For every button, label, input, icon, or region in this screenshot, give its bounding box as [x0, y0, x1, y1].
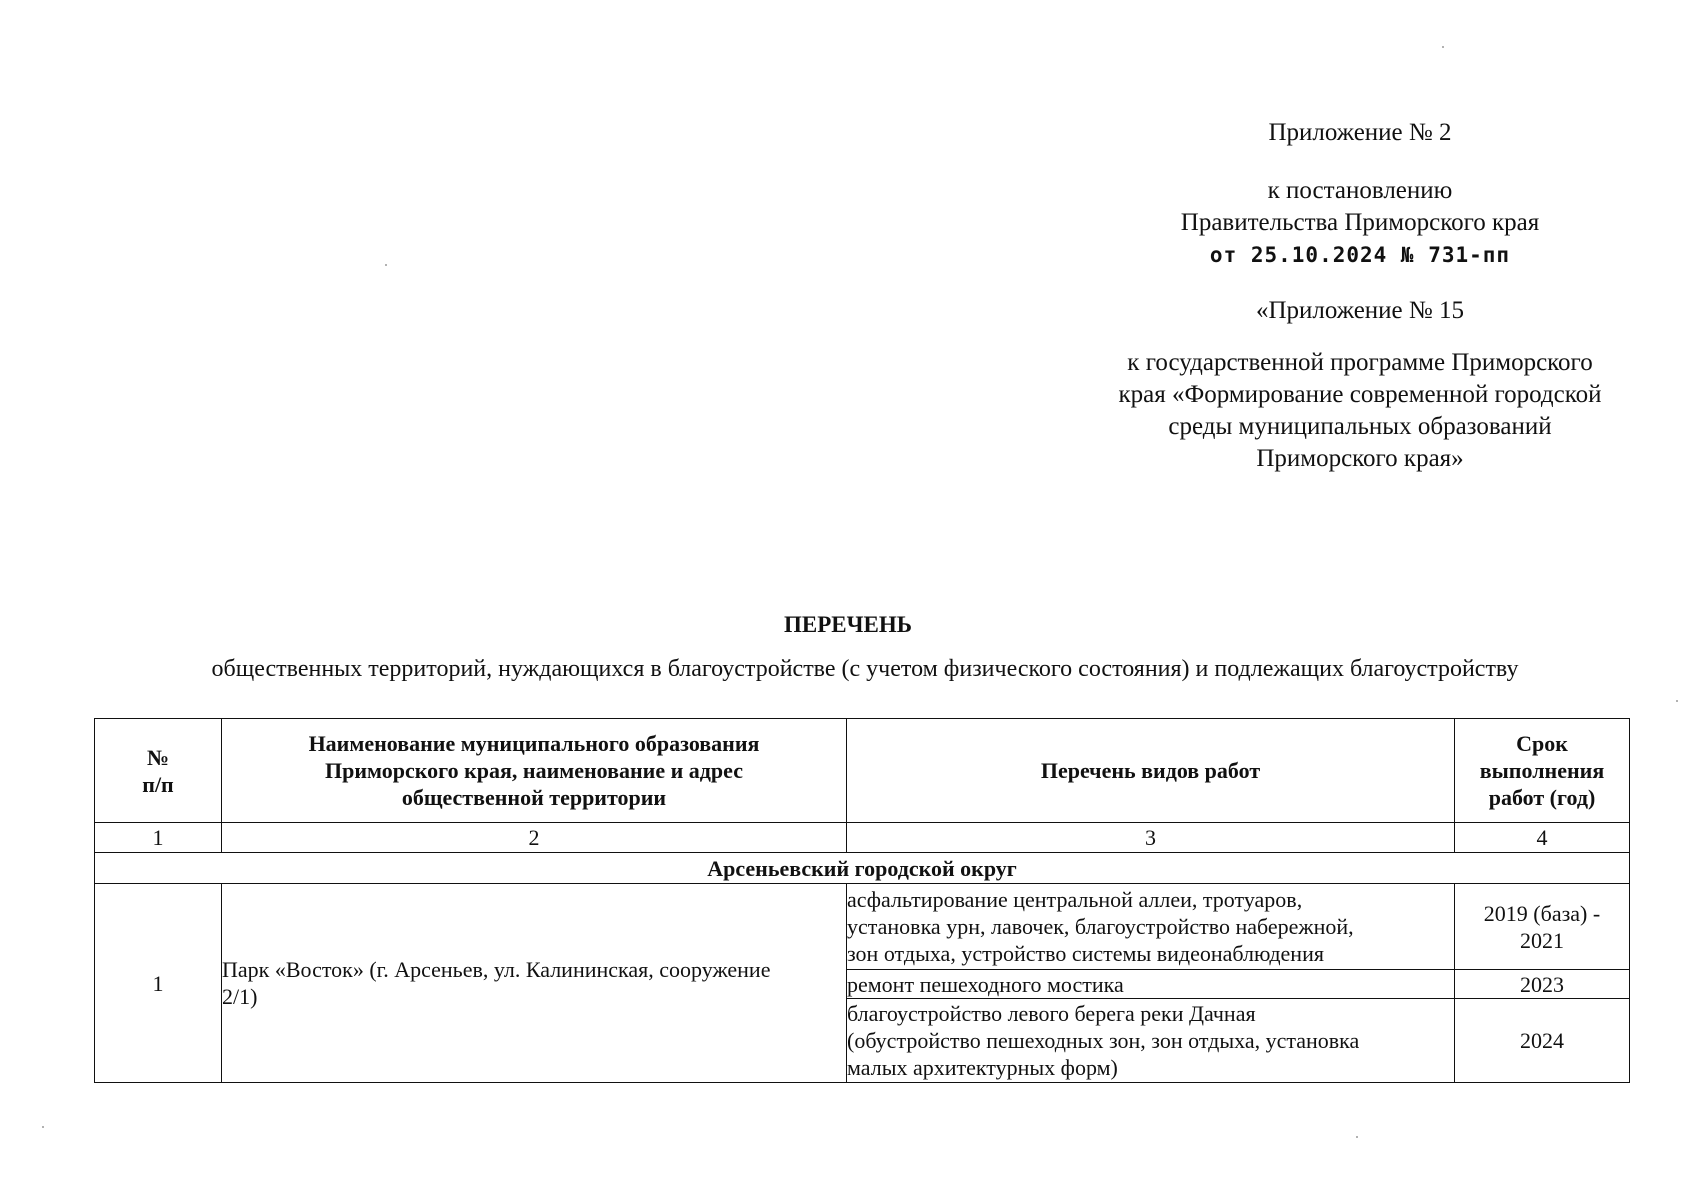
work-item [847, 884, 1455, 970]
document-subtitle: общественных территорий, нуждающихся в благоустройстве (с учетом физического состояния) и подлежащих благоустройству [211, 656, 1519, 682]
scan-speck [385, 264, 387, 266]
header-works: Перечень видов работ [847, 719, 1455, 823]
work-item-line: асфальтирование центральной аллеи, тротуаров, [847, 887, 1303, 912]
attachment-number: Приложение № 2 [1268, 119, 1452, 146]
column-number: 2 [222, 823, 847, 853]
column-number: 1 [95, 823, 222, 853]
work-term-line: 2021 [1520, 927, 1564, 953]
work-item [847, 999, 1455, 1083]
attachment-header [1040, 117, 1680, 475]
table-header-row [95, 719, 1630, 823]
scan-speck [42, 1126, 44, 1128]
program-attachment-number: «Приложение № 15 [1255, 297, 1465, 324]
header-territory [222, 719, 847, 823]
group-row [95, 853, 1630, 884]
header-territory-line: общественной территории [401, 785, 667, 810]
work-item [847, 970, 1455, 999]
column-number: 4 [1455, 823, 1630, 853]
column-number-row [95, 823, 1630, 853]
work-term-line: 2019 (база) - [1483, 900, 1601, 926]
header-number-line: № [146, 744, 170, 770]
work-item-line: благоустройство левого берега реки Дачная [847, 1001, 1256, 1026]
row-number: 1 [95, 884, 222, 1083]
header-number-line: п/п [142, 771, 174, 797]
work-item-line: установка урн, лавочек, благоустройство набережной, [847, 914, 1354, 939]
header-territory-line: Приморского края, наименование и адрес [325, 758, 743, 783]
program-name-line-1: к государственной программе Приморского [1127, 349, 1593, 376]
header-term-line: выполнения [1479, 758, 1605, 783]
header-territory-line: Наименование муниципального образования [308, 731, 760, 756]
work-term: 2023 [1455, 970, 1630, 999]
program-name-line-2: края «Формирование современной городской [1118, 381, 1602, 408]
group-title: Арсеньевский городской округ [95, 853, 1630, 884]
column-number: 3 [847, 823, 1455, 853]
work-item-line: ремонт пешеходного мостика [847, 971, 1124, 997]
header-term-line: Срок [1516, 731, 1568, 756]
scan-speck [1356, 1136, 1358, 1138]
territories-table [94, 718, 1630, 1083]
header-number [95, 719, 222, 823]
scan-speck [1676, 700, 1678, 702]
territory-name [222, 884, 847, 1083]
work-item-line: зон отдыха, устройство системы видеонаблюдения [847, 941, 1324, 966]
work-item-line: (обустройство пешеходных зон, зон отдыха, установка [847, 1028, 1360, 1053]
territory-name-line: 2/1) [222, 984, 258, 1009]
decree-stamp: от 25.10.2024 № 731-пп [1209, 243, 1511, 267]
table-row [95, 884, 1630, 970]
program-name-line-3: среды муниципальных образований [1168, 413, 1552, 440]
document-title: ПЕРЕЧЕНЬ [784, 612, 912, 637]
attachment-ref-label: к постановлению [1267, 177, 1453, 204]
attachment-issuer: Правительства Приморского края [1180, 209, 1540, 236]
territory-name-line: Парк «Восток» (г. Арсеньев, ул. Калининская, сооружение [222, 957, 771, 982]
header-term-line: работ (год) [1488, 785, 1596, 810]
scan-speck [1442, 46, 1444, 48]
program-name-line-4: Приморского края» [1256, 445, 1464, 472]
header-term [1455, 719, 1630, 823]
work-term [1455, 884, 1630, 970]
work-item-line: малых архитектурных форм) [847, 1055, 1118, 1080]
work-term: 2024 [1455, 999, 1630, 1083]
